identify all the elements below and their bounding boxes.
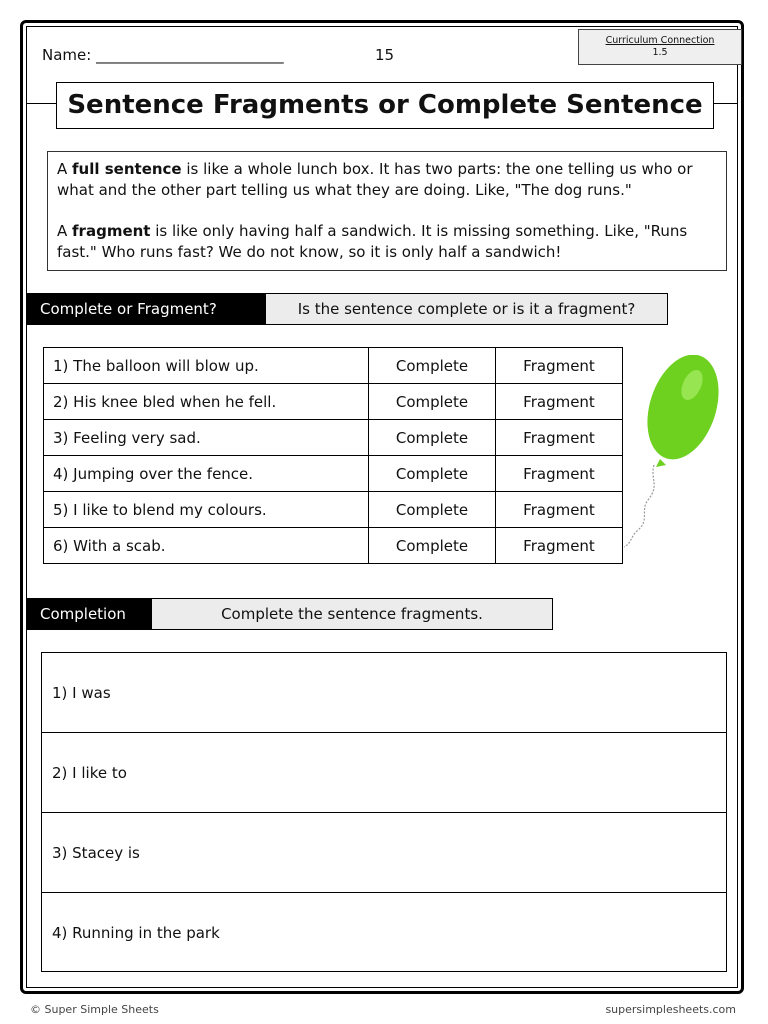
- completion-row[interactable]: 1) I was: [42, 653, 726, 733]
- table-row: [44, 492, 623, 528]
- name-field[interactable]: Name: _________________________: [42, 46, 284, 64]
- table-row: [44, 348, 623, 384]
- intro-text: A: [57, 222, 73, 240]
- fragment-option[interactable]: Fragment: [496, 492, 623, 528]
- intro-text: is like a whole lunch box. It has two parts: the one telling us who or what and the other part telling us what they are doing. Like, "The dog runs.": [57, 160, 693, 199]
- sentence-table: [43, 347, 623, 564]
- table-row: [44, 420, 623, 456]
- sentence-cell: 4) Jumping over the fence.: [44, 456, 369, 492]
- intro-full-sentence: [57, 159, 717, 201]
- curriculum-connection-box: [578, 29, 742, 65]
- table-row: [44, 528, 623, 564]
- footer-copyright: © Super Simple Sheets: [30, 1003, 159, 1016]
- sentence-cell: 3) Feeling very sad.: [44, 420, 369, 456]
- fragment-option[interactable]: Fragment: [496, 420, 623, 456]
- complete-option[interactable]: Complete: [369, 528, 496, 564]
- completion-row[interactable]: 4) Running in the park: [52, 924, 220, 942]
- completion-row[interactable]: 3) Stacey is: [42, 813, 726, 893]
- complete-option[interactable]: Complete: [369, 420, 496, 456]
- section-label: Completion: [28, 599, 152, 629]
- completion-box: [41, 652, 727, 972]
- intro-fragment: [57, 221, 717, 263]
- section-instruction: Complete the sentence fragments.: [221, 605, 483, 623]
- curriculum-code: 1.5: [652, 47, 668, 58]
- intro-term: full sentence: [72, 160, 182, 178]
- page-title: Sentence Fragments or Complete Sentence: [56, 82, 714, 129]
- title-rule-left: [26, 103, 56, 104]
- completion-row[interactable]: 2) I like to: [42, 733, 726, 813]
- section-bar-completion: [27, 598, 553, 630]
- curriculum-title[interactable]: Curriculum Connection: [605, 35, 715, 46]
- sentence-cell: 2) His knee bled when he fell.: [44, 384, 369, 420]
- intro-text: is like only having half a sandwich. It is missing something. Like, "Runs fast." Who runs fast? We do not know, so it is only half a sandwich!: [57, 222, 688, 261]
- sentence-cell: 1) The balloon will blow up.: [44, 348, 369, 384]
- intro-text: A: [57, 160, 73, 178]
- section-instruction: Is the sentence complete or is it a fragment?: [297, 300, 636, 318]
- complete-option[interactable]: Complete: [369, 348, 496, 384]
- sentence-cell: 5) I like to blend my colours.: [44, 492, 369, 528]
- fragment-option[interactable]: Fragment: [496, 384, 623, 420]
- complete-option[interactable]: Complete: [369, 492, 496, 528]
- fragment-option[interactable]: Fragment: [496, 456, 623, 492]
- table-row: [44, 456, 623, 492]
- table-row: [44, 384, 623, 420]
- balloon-icon: [620, 355, 730, 555]
- footer-website[interactable]: supersimplesheets.com: [605, 1003, 736, 1016]
- complete-option[interactable]: Complete: [369, 384, 496, 420]
- fragment-option[interactable]: Fragment: [496, 348, 623, 384]
- fragment-option[interactable]: Fragment: [496, 528, 623, 564]
- title-rule-right: [714, 103, 738, 104]
- section-bar-complete-or-fragment: [27, 293, 668, 325]
- complete-option[interactable]: Complete: [369, 456, 496, 492]
- sentence-cell: 6) With a scab.: [44, 528, 369, 564]
- intro-term: fragment: [72, 222, 151, 240]
- intro-box: [47, 151, 727, 271]
- section-label: Complete or Fragment?: [28, 294, 266, 324]
- page-number: 15: [375, 46, 395, 64]
